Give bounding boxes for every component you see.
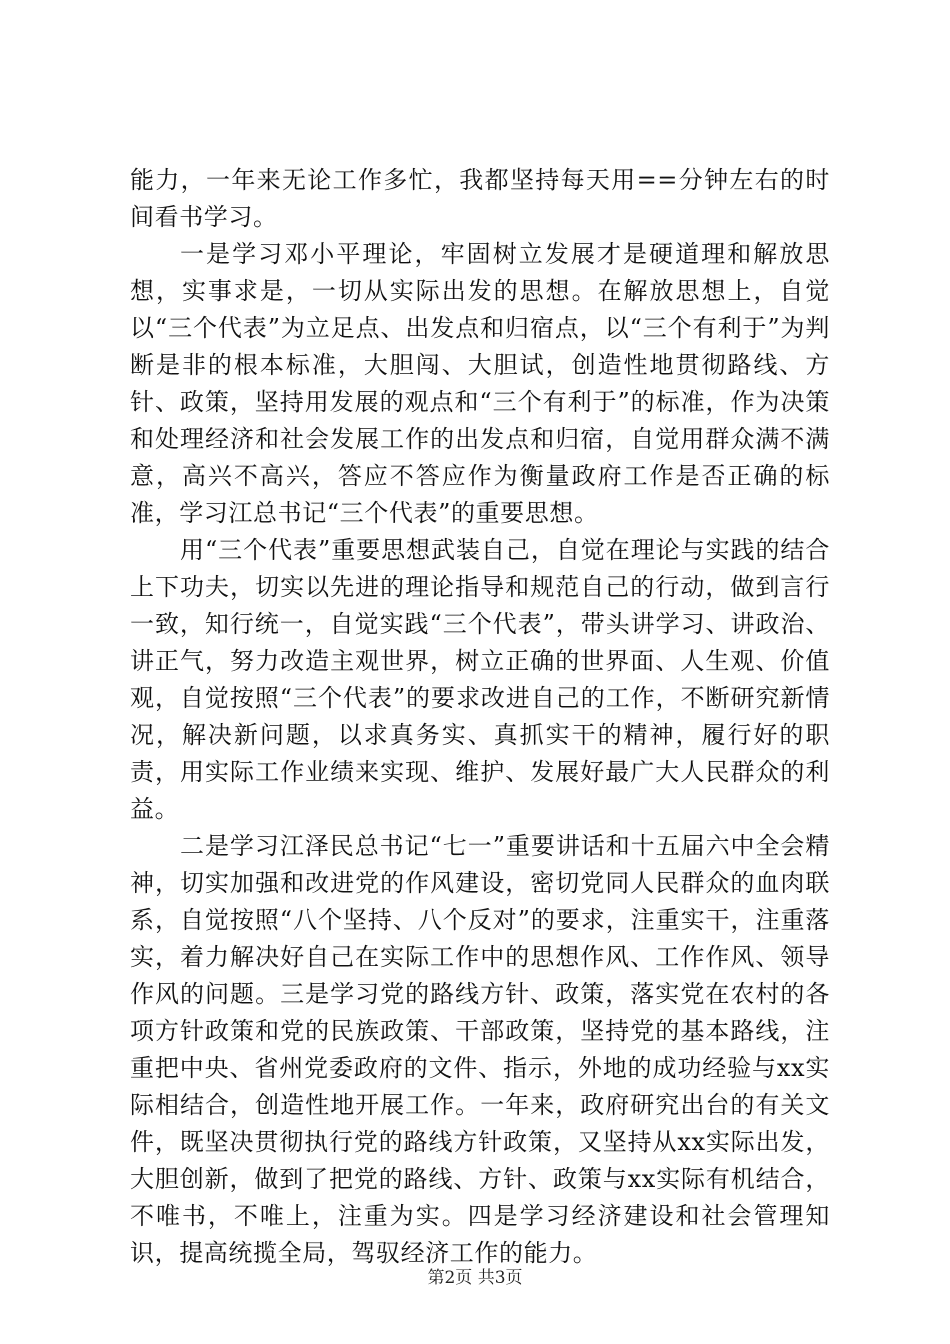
page-footer bbox=[0, 1268, 950, 1288]
page-indicator: 第2页 共3页 bbox=[427, 1268, 523, 1288]
paragraph-continuation: 能力，一年来无论工作多忙，我都坚持每天用==分钟左右的时间看书学习。 bbox=[130, 166, 830, 231]
document-body bbox=[130, 162, 830, 1272]
paragraph-july-first-speech: 二是学习江泽民总书记“七一”重要讲话和十五届六中全会精神，切实加强和改进党的作风建设，密切党同人民群众的血肉联系，自觉按照“八个坚持、八个反对”的要求，注重实干，注重落实，着力解决好自己在实际工作中的思想作风、工作作风、领导作风的问题。三是学习党的路线方针、政策，落实党在农村的各项方针政策和党的民族政策、干部政策，坚持党的基本路线，注重把中央、省州党委政府的文件、指示，外地的成功经验与xx实际相结合，创造性地开展工作。一年来，政府研究出台的有关文件，既坚决贯彻执行党的路线方针政策，又坚持从xx实际出发，大胆创新，做到了把党的路线、方针、政策与xx实际有机结合，不唯书，不唯上，注重为实。四是学习经济建设和社会管理知识，提高统揽全局，驾驭经济工作的能力。 bbox=[130, 832, 830, 1267]
paragraph-three-represents: 用“三个代表”重要思想武装自己，自觉在理论与实践的结合上下功夫，切实以先进的理论指导和规范自己的行动，做到言行一致，知行统一，自觉实践“三个代表”，带头讲学习、讲政治、讲正气，努力改造主观世界，树立正确的世界面、人生观、价值观，自觉按照“三个代表”的要求改进自己的工作，不断研究新情况，解决新问题，以求真务实、真抓实干的精神，履行好的职责，用实际工作业绩来实现、维护、发展好最广大人民群众的利益。 bbox=[130, 536, 830, 823]
paragraph-deng-theory: 一是学习邓小平理论，牢固树立发展才是硬道理和解放思想，实事求是，一切从实际出发的思想。在解放思想上，自觉以“三个代表”为立足点、出发点和归宿点，以“三个有利于”为判断是非的根本标准，大胆闯、大胆试，创造性地贯彻路线、方针、政策，坚持用发展的观点和“三个有利于”的标准，作为决策和处理经济和社会发展工作的出发点和归宿，自觉用群众满不满意，高兴不高兴，答应不答应作为衡量政府工作是否正确的标准，学习江总书记“三个代表”的重要思想。 bbox=[130, 240, 830, 527]
